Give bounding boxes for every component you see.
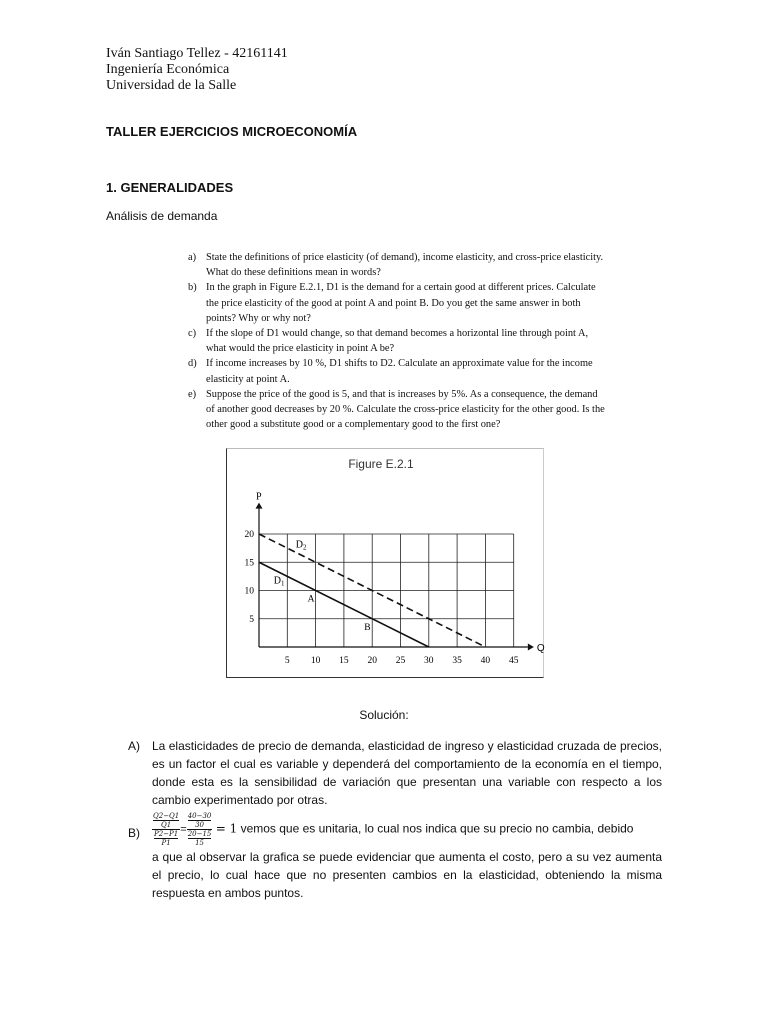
answer-text-inline: vemos que es unitaria, lo cual nos indica que su precio no cambia, debido bbox=[237, 821, 634, 836]
formula-equals: = bbox=[180, 823, 187, 836]
question-text: Suppose the price of the good is 5, and that is increases by 5%. As a consequence, the demand of another good decreases by 20 %. Calculate the cross-price elasticity for the other good. Is the other good a substitute good or a complementary good to the first one? bbox=[206, 388, 605, 431]
answer-b bbox=[128, 812, 662, 902]
y-tick-label: 15 bbox=[244, 558, 254, 569]
question-item bbox=[188, 280, 608, 326]
question-text: In the graph in Figure E.2.1, D1 is the demand for a certain good at different prices. Calculate the price elasticity of the good at point A and point B. Do you get the same answer in both points? Why or why not? bbox=[206, 282, 596, 324]
question-letter: e) bbox=[188, 388, 197, 400]
question-item bbox=[188, 387, 608, 433]
question-item bbox=[188, 326, 608, 356]
formula-part: P2−P1 bbox=[154, 830, 179, 838]
formula-part: 20−15 bbox=[187, 830, 212, 838]
university-line: Universidad de la Salle bbox=[106, 78, 237, 93]
question-text: If income increases by 10 %, D1 shifts to D2. Calculate an approximate value for the income elasticity at point A. bbox=[206, 358, 593, 385]
answer-text: a que al observar la grafica se puede evidenciar que aumenta el costo, pero a su vez aumenta el precio, lo cual hace que no presenten cambios en la elasticidad, obteniendo la misma respuesta en ambos puntos. bbox=[152, 850, 662, 900]
formula-part: 40−30 bbox=[187, 812, 212, 820]
formula-part: Q2−Q1 bbox=[153, 812, 180, 820]
document-title: TALLER EJERCICIOS MICROECONOMÍA bbox=[106, 124, 358, 139]
question-letter: d) bbox=[188, 358, 197, 370]
section-heading: 1. GENERALIDADES bbox=[106, 180, 234, 195]
x-tick-label: 35 bbox=[452, 656, 462, 666]
formula-fraction-1 bbox=[152, 812, 180, 847]
answer-a bbox=[128, 737, 662, 809]
x-tick-label: 45 bbox=[508, 656, 519, 666]
x-tick-label: 30 bbox=[424, 656, 434, 666]
formula-part: 30 bbox=[195, 821, 204, 829]
series-label-d2: $D_2$ bbox=[295, 539, 307, 552]
formula-fraction-2 bbox=[187, 812, 213, 847]
formula-part: P1 bbox=[161, 839, 171, 847]
answer-letter: B) bbox=[128, 826, 140, 840]
y-tick-label: 5 bbox=[249, 614, 254, 625]
answer-b-body bbox=[152, 812, 662, 902]
grid bbox=[259, 534, 514, 647]
x-tick-label: 15 bbox=[339, 656, 349, 666]
y-axis-label: P bbox=[256, 491, 262, 503]
series-label-d1-sub: 1 bbox=[280, 579, 285, 588]
x-tick-label: 5 bbox=[284, 656, 290, 666]
question-item bbox=[188, 356, 608, 386]
program-line: Ingeniería Económica bbox=[106, 62, 230, 77]
series-label-d2-sub: 2 bbox=[303, 543, 307, 552]
question-list bbox=[188, 250, 608, 432]
section-subheading: Análisis de demanda bbox=[106, 209, 218, 223]
question-text: State the definitions of price elasticity (of demand), income elasticity, and cross-price elasticity. What do these definitions mean in words? bbox=[206, 252, 604, 279]
formula-part: Q1 bbox=[161, 821, 172, 829]
tick-labels bbox=[245, 530, 519, 666]
formula-part: 15 bbox=[195, 839, 204, 847]
formula-line bbox=[152, 812, 662, 847]
figure-e21-chart bbox=[226, 448, 545, 676]
question-text: If the slope of D1 would change, so that demand becomes a horizontal line through point A, what would the price elasticity in point A be? bbox=[206, 328, 589, 355]
point-label-b: B bbox=[364, 622, 371, 633]
question-letter: a) bbox=[188, 252, 197, 263]
y-axis-arrow bbox=[256, 503, 263, 509]
question-letter: c) bbox=[188, 328, 197, 340]
series-label-d1: $D_1$ bbox=[273, 575, 285, 588]
solution-title: Solución: bbox=[359, 708, 409, 722]
x-tick-label: 20 bbox=[367, 656, 377, 666]
question-letter: b) bbox=[188, 282, 197, 294]
x-axis-arrow bbox=[528, 644, 534, 651]
chart-title: Figure E.2.1 bbox=[348, 457, 414, 471]
x-tick-label: 25 bbox=[395, 656, 406, 666]
x-axis-label: Q bbox=[536, 643, 545, 654]
y-tick-label: 20 bbox=[244, 530, 254, 540]
formula-result: = 1 bbox=[215, 821, 238, 836]
answer-letter: A) bbox=[128, 739, 140, 753]
author-line: Iván Santiago Tellez - 42161141 bbox=[106, 46, 288, 61]
x-tick-label: 10 bbox=[310, 656, 321, 666]
answer-text: La elasticidades de precio de demanda, elasticidad de ingreso y elasticidad cruzada de precios, es un factor el cual es variable y dependerá del comportamiento de la economía en el tiempo, donde esta es la sensibilidad de variación que presentan una variable con respecto a los cambio experimentado por otras. bbox=[152, 739, 662, 807]
x-tick-label: 40 bbox=[480, 656, 491, 666]
point-label-a: A bbox=[307, 594, 315, 605]
question-item bbox=[188, 250, 608, 280]
y-tick-label: 10 bbox=[244, 586, 254, 597]
